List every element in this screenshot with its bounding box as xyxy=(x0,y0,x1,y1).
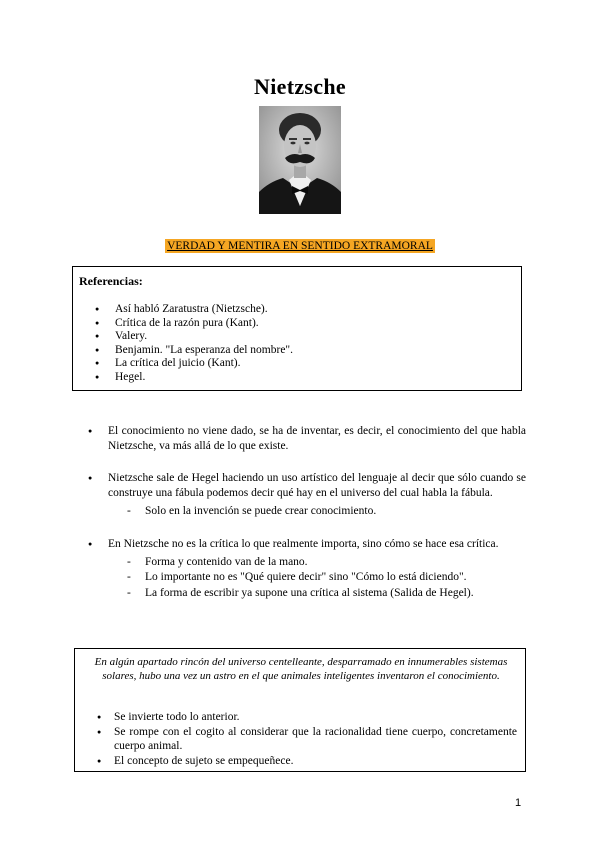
main-point-text: El conocimiento no viene dado, se ha de inventar, es decir, el conocimiento del que habla Nietzsche, va más allá de lo que existe. xyxy=(108,425,526,452)
main-point xyxy=(88,471,526,520)
references-box xyxy=(72,266,522,391)
sub-point: - Lo importante no es "Qué quiere decir" sino "Cómo lo está diciendo". xyxy=(108,570,526,586)
nietzsche-quote: En algún apartado rincón del universo centelleante, desparramado en innumerables sistemas solares, hubo una vez un astro en el que animales inteligentes inventaron el conocimiento. xyxy=(94,656,508,682)
main-point-text: Nietzsche sale de Hegel haciendo un uso artístico del lenguaje al decir que sólo cuando se construye una fábula podemos decir qué hay en el universo del cual habla la fábula. xyxy=(108,472,526,499)
reference-item: ● Así habló Zaratustra (Nietzsche). xyxy=(95,303,293,317)
quote-point: ● Se rompe con el cogito al considerar que la racionalidad tiene cuerpo, concretamente cuerpo animal. xyxy=(97,725,517,753)
sub-point: - La forma de escribir ya supone una crítica al sistema (Salida de Hegel). xyxy=(108,586,526,602)
references-heading: Referencias: xyxy=(79,274,143,288)
nietzsche-portrait xyxy=(259,106,341,214)
quote-point: ● El concepto de sujeto se empequeñece. xyxy=(97,754,517,768)
subtitle-container xyxy=(0,236,600,254)
main-point xyxy=(88,424,526,454)
sub-points-list xyxy=(108,555,526,602)
reference-item: ● Hegel. xyxy=(95,371,293,385)
quote-point: ● Se invierte todo lo anterior. xyxy=(97,710,517,724)
sub-point: - Solo en la invención se puede crear conocimiento. xyxy=(108,504,526,520)
quote-box xyxy=(74,648,526,772)
main-point-text: En Nietzsche no es la crítica lo que realmente importa, sino cómo se hace esa crítica. xyxy=(108,537,499,550)
sub-point: - Forma y contenido van de la mano. xyxy=(108,555,526,571)
page-title: Nietzsche xyxy=(254,74,346,99)
reference-item: ● Benjamin. "La esperanza del nombre". xyxy=(95,344,293,358)
reference-item: ● La crítica del juicio (Kant). xyxy=(95,357,293,371)
main-point xyxy=(88,537,526,602)
document-subtitle: VERDAD Y MENTIRA EN SENTIDO EXTRAMORAL xyxy=(167,240,433,252)
references-list xyxy=(95,303,293,385)
page-number: 1 xyxy=(515,797,522,809)
reference-item: ● Valery. xyxy=(95,330,293,344)
sub-points-list xyxy=(108,504,526,520)
reference-item: ● Crítica de la razón pura (Kant). xyxy=(95,317,293,331)
quote-points-list xyxy=(97,710,517,768)
main-points-list xyxy=(88,424,526,601)
